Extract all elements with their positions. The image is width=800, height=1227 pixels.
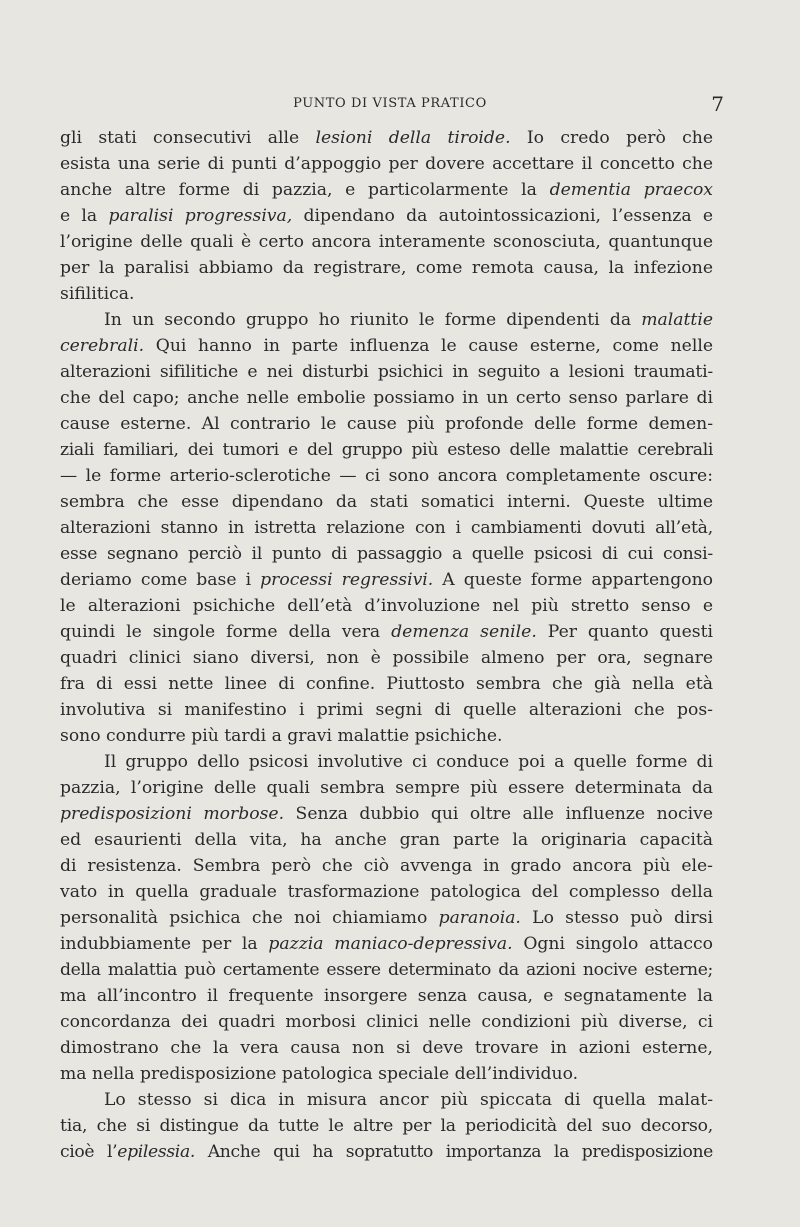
text-line: alterazioni sifilitiche e nei disturbi psichici in seguito a lesioni traumati- (60, 362, 713, 382)
text-line: esista una serie di punti d’appoggio per dovere accettare il concetto che (60, 154, 713, 174)
text-line: vato in quella graduale trasformazione patologica del complesso della (60, 882, 713, 902)
text-line: alterazioni stanno in istretta relazione con i cambiamenti dovuti all’età, (60, 518, 713, 538)
text-line: predisposizioni morbose. Senza dubbio qui oltre alle influenze nocive (60, 804, 713, 824)
text-line: concordanza dei quadri morbosi clinici nelle condizioni più diverse, ci (60, 1012, 713, 1032)
text-line: l’origine delle quali è certo ancora interamente sconosciuta, quantunque (60, 232, 713, 252)
text-line: Lo stesso si dica in misura ancor più spiccata di quella malat- (104, 1090, 713, 1110)
page-number: 7 (711, 92, 724, 116)
text-line: indubbiamente per la pazzia maniaco-depressiva. Ogni singolo attacco (60, 934, 713, 954)
text-line: ma nella predisposizione patologica speciale dell’individuo. (60, 1064, 579, 1084)
text-line: quindi le singole forme della vera demenza senile. Per quanto questi (60, 622, 713, 642)
text-line: le alterazioni psichiche dell’età d’involuzione nel più stretto senso e (60, 596, 713, 616)
text-line: esse segnano perciò il punto di passaggio a quelle psicosi di cui consi- (60, 544, 713, 564)
text-line: cioè l’epilessia. Anche qui ha sopratutto importanza la predisposizione (60, 1142, 713, 1162)
text-line: sifilitica. (60, 284, 135, 304)
text-line: quadri clinici siano diversi, non è possibile almeno per ora, segnare (60, 648, 713, 668)
text-line: per la paralisi abbiamo da registrare, come remota causa, la infezione (60, 258, 713, 278)
text-line: pazzia, l’origine delle quali sembra sempre più essere determinata da (60, 778, 713, 798)
text-line: sono condurre più tardi a gravi malattie psichiche. (60, 726, 503, 746)
text-line: fra di essi nette linee di confine. Piuttosto sembra che già nella età (60, 674, 713, 694)
text-line: della malattia può certamente essere determinato da azioni nocive esterne; (60, 960, 713, 980)
body-text (60, 125, 713, 1165)
text-line: dimostrano che la vera causa non si deve trovare in azioni esterne, (60, 1038, 713, 1058)
text-line: di resistenza. Sembra però che ciò avvenga in grado ancora più ele- (60, 856, 713, 876)
text-line: ma all’incontro il frequente insorgere senza causa, e segnatamente la (60, 986, 713, 1006)
text-line: anche altre forme di pazzia, e particolarmente la dementia praecox (60, 180, 713, 200)
text-line: ed esaurienti della vita, ha anche gran parte la originaria capacità (60, 830, 713, 850)
text-line: tia, che si distingue da tutte le altre per la periodicità del suo decorso, (60, 1116, 713, 1136)
text-line: Il gruppo dello psicosi involutive ci conduce poi a quelle forme di (104, 752, 713, 772)
text-line: In un secondo gruppo ho riunito le forme dipendenti da malattie (104, 310, 713, 330)
text-line: ziali familiari, dei tumori e del gruppo più esteso delle malattie cerebrali (60, 440, 713, 460)
running-head (60, 92, 724, 116)
text-line: cerebrali. Qui hanno in parte influenza le cause esterne, come nelle (60, 336, 713, 356)
text-line: gli stati consecutivi alle lesioni della tiroide. Io credo però che (60, 128, 714, 148)
text-line: — le forme arterio-sclerotiche — ci sono ancora completamente oscure: (60, 466, 713, 486)
text-line: personalità psichica che noi chiamiamo paranoia. Lo stesso può dirsi (60, 908, 713, 928)
text-line: e la paralisi progressiva, dipendano da autointossicazioni, l’essenza e (60, 206, 713, 226)
text-line: deriamo come base i processi regressivi. A queste forme appartengono (60, 570, 713, 590)
text-line: che del capo; anche nelle embolie possiamo in un certo senso parlare di (60, 388, 713, 408)
text-line: sembra che esse dipendano da stati somatici interni. Queste ultime (60, 492, 713, 512)
text-line: cause esterne. Al contrario le cause più profonde delle forme demen- (60, 414, 713, 434)
running-title: PUNTO DI VISTA PRATICO (293, 96, 487, 111)
text-line: involutiva si manifestino i primi segni di quelle alterazioni che pos- (60, 700, 713, 720)
